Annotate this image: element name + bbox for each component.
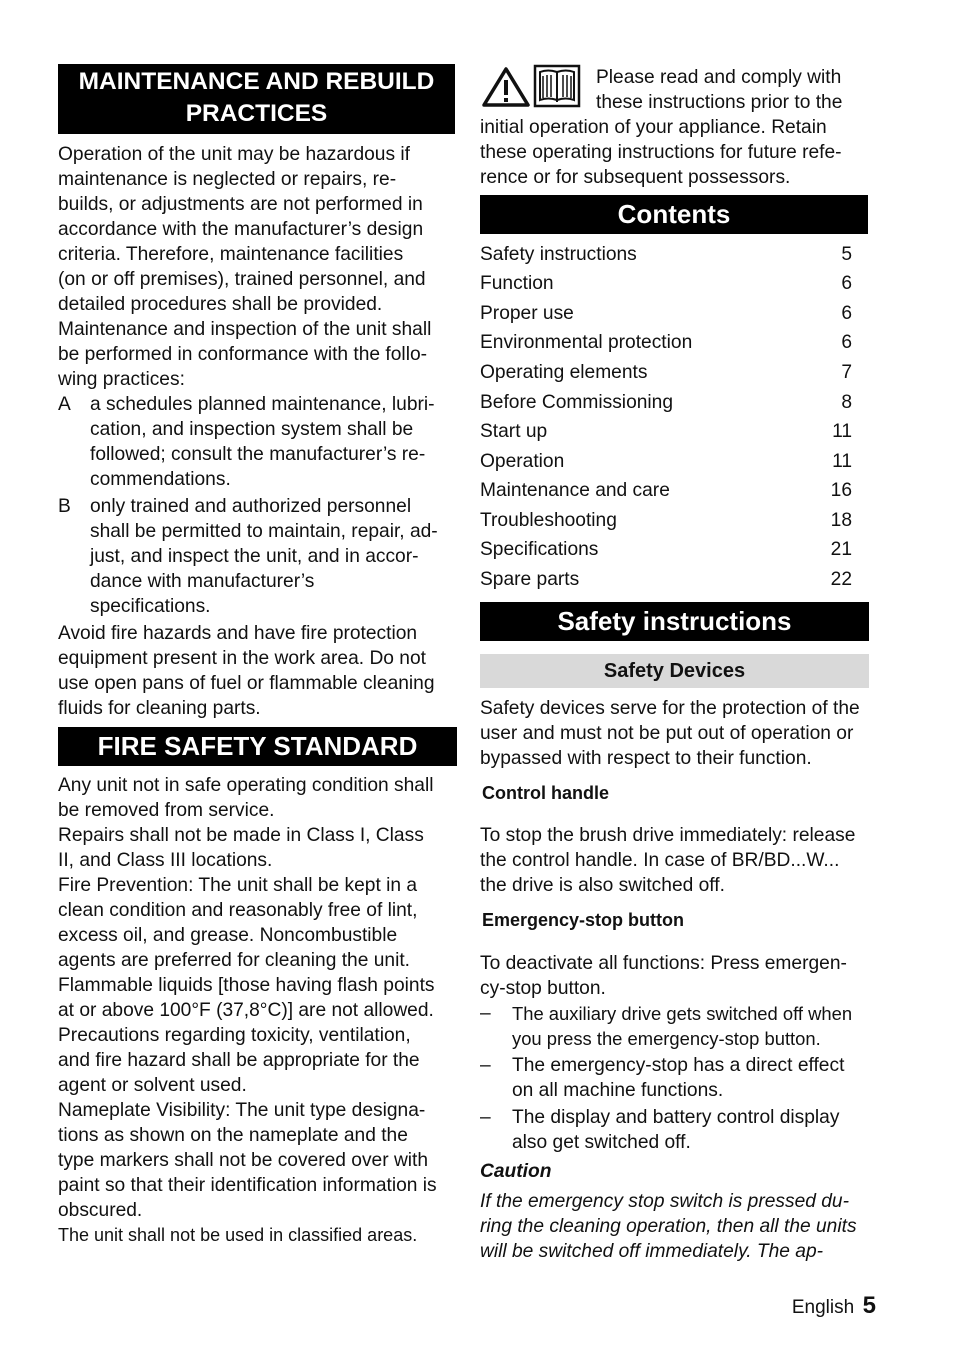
contents-heading: Contents [480, 195, 868, 234]
text-line: specifications. [90, 596, 211, 617]
text-line: Flammable liquids [those having flash points [58, 975, 435, 996]
toc-page: 6 [841, 273, 852, 294]
text-line: dance with manufacturer’s [90, 571, 315, 592]
text-line: tions as shown on the nameplate and the [58, 1125, 408, 1146]
text-line: just, and inspect the unit, and in accor- [90, 546, 419, 567]
text-line: you press the emergency-stop button. [512, 1028, 821, 1049]
text-line: The unit shall not be used in classified areas. [58, 1225, 418, 1245]
text-line: fluids for cleaning parts. [58, 698, 261, 719]
text-line: Maintenance and inspection of the unit shall [58, 319, 432, 340]
text-line: Precautions regarding toxicity, ventilation, [58, 1025, 411, 1046]
toc-title: Troubleshooting [480, 510, 617, 531]
safety-devices-heading: Safety Devices [480, 654, 869, 688]
text-line: The display and battery control display [512, 1107, 840, 1128]
text-line: also get switched off. [512, 1132, 691, 1153]
text-line: To stop the brush drive immediately: release [480, 825, 856, 846]
toc-title: Start up [480, 421, 548, 442]
toc-entry[interactable] [480, 537, 852, 562]
dash-bullet: – [480, 1055, 491, 1076]
text-line: at or above 100°F (37,8°C)] are not allowed. [58, 1000, 434, 1021]
toc-entry[interactable] [480, 242, 852, 267]
text-line: these instructions prior to the [596, 92, 843, 113]
text-line: cation, and inspection system shall be [90, 419, 414, 440]
text-line: agents are preferred for cleaning the unit. [58, 950, 410, 971]
toc-title: Proper use [480, 303, 574, 324]
text-line: Operation of the unit may be hazardous if [58, 144, 410, 165]
text-line: (on or off premises), trained personnel, and [58, 269, 426, 290]
text-line: use open pans of fuel or flammable cleaning [58, 673, 435, 694]
text-line: Nameplate Visibility: The unit type designa- [58, 1100, 426, 1121]
text-line: user and must not be put out of operation or [480, 723, 854, 744]
toc-entry[interactable] [480, 360, 852, 385]
text-line: and fire hazard shall be appropriate for the [58, 1050, 420, 1071]
toc-entry[interactable] [480, 271, 852, 296]
text-line: agent or solvent used. [58, 1075, 247, 1096]
dash-bullet: – [480, 1107, 491, 1128]
text-line: a schedules planned maintenance, lubri- [90, 394, 435, 415]
text-line: will be switched off immediately. The ap- [480, 1241, 824, 1262]
toc-page: 11 [832, 451, 852, 472]
toc-entry[interactable] [480, 449, 852, 474]
text-line: initial operation of your appliance. Retain [480, 117, 827, 138]
toc-title: Maintenance and care [480, 480, 670, 501]
text-line: ring the cleaning operation, then all the units [480, 1216, 857, 1237]
toc-page: 8 [841, 392, 852, 413]
toc-title: Function [480, 273, 554, 294]
text-line: If the emergency stop switch is pressed du- [480, 1191, 849, 1212]
manual-book-icon [533, 64, 581, 108]
text-line: followed; consult the manufacturer’s re- [90, 444, 426, 465]
caution-heading: Caution [480, 1161, 552, 1182]
text-line: equipment present in the work area. Do not [58, 648, 426, 669]
toc-page: 6 [841, 332, 852, 353]
warning-triangle-icon [481, 66, 531, 108]
toc-entry[interactable] [480, 301, 852, 326]
text-line: on all machine functions. [512, 1080, 724, 1101]
text-line: type markers shall not be covered over with [58, 1150, 429, 1171]
text-line: shall be permitted to maintain, repair, ad- [90, 521, 438, 542]
text-line: Any unit not in safe operating condition shall [58, 775, 434, 796]
text-line: detailed procedures shall be provided. [58, 294, 383, 315]
text-line: be removed from service. [58, 800, 275, 821]
footer-language: English [791, 1297, 855, 1318]
toc-page: 16 [830, 480, 852, 501]
text-line: The emergency-stop has a direct effect [512, 1055, 845, 1076]
control-handle-heading: Control handle [482, 783, 609, 803]
page-number: 5 [862, 1292, 876, 1319]
text-line: II, and Class III locations. [58, 850, 273, 871]
toc-page: 7 [841, 362, 852, 383]
text-line: clean condition and reasonably free of lint, [58, 900, 418, 921]
text-line: bypassed with respect to their function. [480, 748, 812, 769]
text-line: Please read and comply with [596, 67, 842, 88]
toc-page: 11 [832, 421, 852, 442]
text-line: the drive is also switched off. [480, 875, 725, 896]
text-line: cy-stop button. [480, 978, 606, 999]
page-footer [792, 1292, 876, 1320]
maintenance-heading [58, 64, 455, 134]
maintenance-heading-line: PRACTICES [185, 100, 328, 127]
text-line: commendations. [90, 469, 231, 490]
text-line: only trained and authorized personnel [90, 496, 412, 517]
toc-title: Safety instructions [480, 244, 637, 265]
toc-entry[interactable] [480, 567, 852, 592]
toc-title: Operation [480, 451, 565, 472]
toc-title: Spare parts [480, 569, 580, 590]
text-line: To deactivate all functions: Press emergen- [480, 953, 847, 974]
toc-entry[interactable] [480, 508, 852, 533]
text-line: Fire Prevention: The unit shall be kept in a [58, 875, 418, 896]
safety-instructions-heading: Safety instructions [480, 602, 869, 641]
toc-page: 22 [830, 569, 852, 590]
text-line: The auxiliary drive gets switched off when [512, 1003, 853, 1024]
toc-entry[interactable] [480, 419, 852, 444]
toc-title: Specifications [480, 539, 599, 560]
text-line: rence or for subsequent possessors. [480, 167, 791, 188]
toc-entry[interactable] [480, 390, 852, 415]
text-line: Avoid fire hazards and have fire protection [58, 623, 418, 644]
maintenance-heading-line: MAINTENANCE AND REBUILD [78, 68, 435, 95]
toc-title: Operating elements [480, 362, 648, 383]
toc-page: 18 [830, 510, 852, 531]
text-line: obscured. [58, 1200, 143, 1221]
text-line: Safety devices serve for the protection of the [480, 698, 860, 719]
text-line: accordance with the manufacturer’s design [58, 219, 424, 240]
text-line: wing practices: [58, 369, 185, 390]
fire-safety-heading: FIRE SAFETY STANDARD [58, 727, 457, 766]
emergency-stop-heading: Emergency-stop button [482, 910, 685, 930]
dash-bullet: – [480, 1003, 491, 1024]
text-line: maintenance is neglected or repairs, re- [58, 169, 397, 190]
text-line: excess oil, and grease. Noncombustible [58, 925, 398, 946]
toc-entry[interactable] [480, 478, 852, 503]
toc-page: 21 [830, 539, 852, 560]
text-line: Repairs shall not be made in Class I, Class [58, 825, 424, 846]
text-line: the control handle. In case of BR/BD...W... [480, 850, 840, 871]
list-letter: A [58, 394, 71, 415]
toc-page: 6 [841, 303, 852, 324]
toc-title: Before Commissioning [480, 392, 674, 413]
text-line: be performed in conformance with the follo- [58, 344, 428, 365]
toc-entry[interactable] [480, 330, 852, 355]
text-line: builds, or adjustments are not performed in [58, 194, 423, 215]
text-line: these operating instructions for future refe- [480, 142, 842, 163]
list-letter: B [58, 496, 71, 517]
text-line: paint so that their identification information is [58, 1175, 437, 1196]
text-line: criteria. Therefore, maintenance facilities [58, 244, 404, 265]
toc-page: 5 [841, 244, 852, 265]
toc-title: Environmental protection [480, 332, 693, 353]
